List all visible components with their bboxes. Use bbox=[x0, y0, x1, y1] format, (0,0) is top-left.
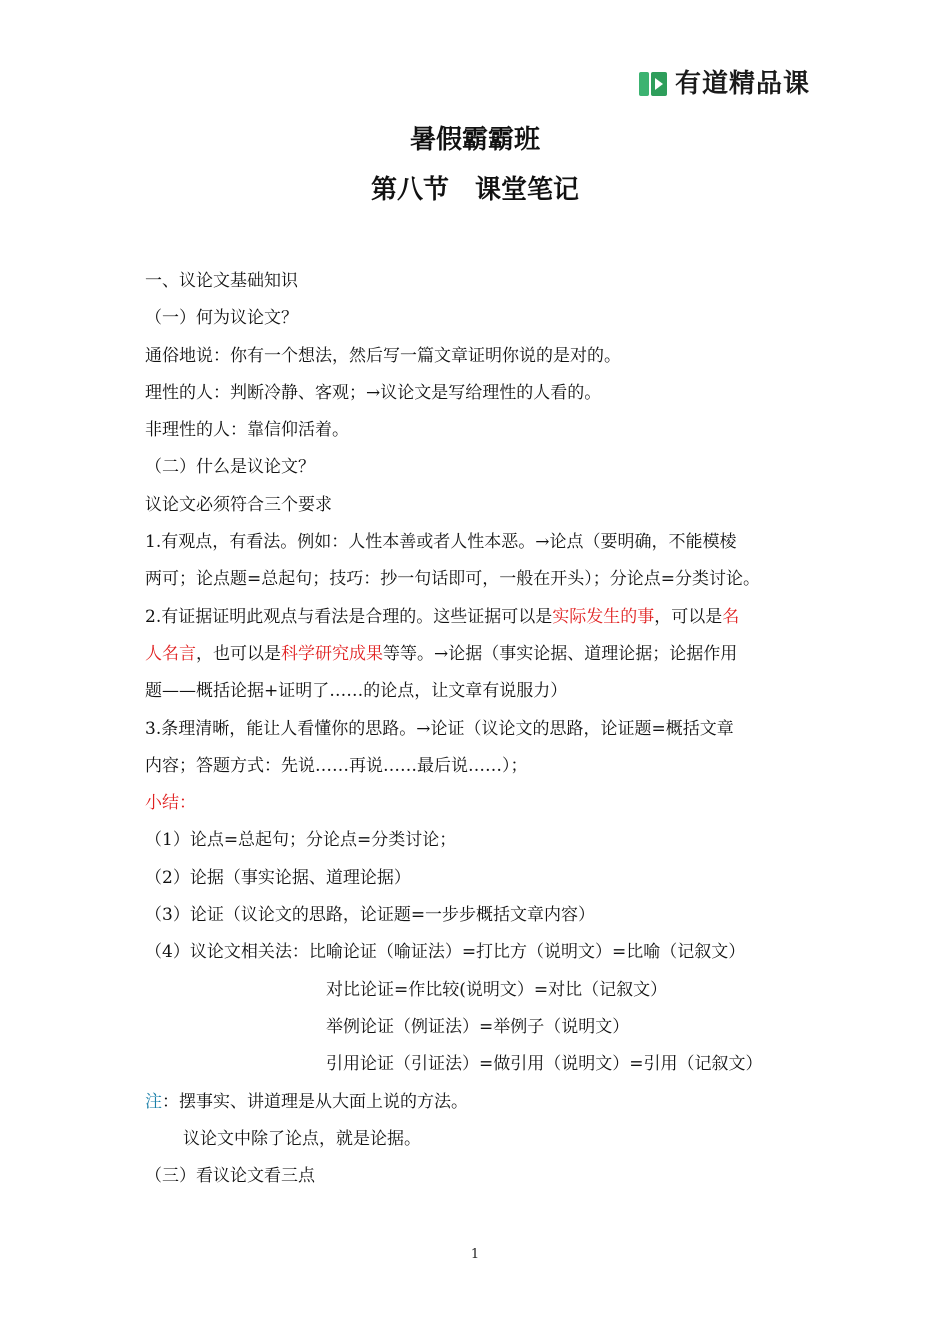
note-line: 理性的人：判断冷静、客观；→议论文是写给理性的人看的。 bbox=[145, 382, 602, 403]
note-line: 小结： bbox=[145, 793, 196, 814]
line-text: 2.有证据证明此观点与看法是合理的。这些证据可以是 bbox=[145, 606, 553, 627]
note-line: 一、议论文基础知识 bbox=[145, 271, 298, 291]
play-logo-icon bbox=[637, 68, 669, 100]
note-line: 两可；论点题=总起句；技巧：抄一句话即可，一般在开头）；分论点=分类讨论。 bbox=[145, 569, 760, 590]
line-text: ，也可以是 bbox=[196, 643, 281, 664]
highlight-text: 实际发生的事 bbox=[552, 606, 655, 627]
note-line: 引用论证（引证法）=做引用（说明文）=引用（记叙文） bbox=[326, 1054, 763, 1075]
line-text: 等等。→论据（事实论据、道理论据；论据作用 bbox=[383, 643, 738, 664]
note-line bbox=[145, 599, 810, 636]
note-line: 内容；答题方式：先说……再说……最后说……）； bbox=[145, 755, 528, 776]
page-number: 1 bbox=[470, 1247, 480, 1262]
note-line: （一）何为议论文？ bbox=[145, 308, 298, 329]
note-label: 注 bbox=[145, 1091, 162, 1112]
note-line: （2）论据（事实论据、道理论据） bbox=[145, 867, 411, 888]
note-line: （1）论点=总起句；分论点=分类讨论； bbox=[145, 830, 457, 851]
notes-body bbox=[145, 263, 810, 1195]
note-line bbox=[145, 1084, 810, 1121]
note-line bbox=[145, 636, 810, 673]
note-line: 举例论证（例证法）=举例子（说明文） bbox=[326, 1016, 630, 1037]
brand-logo bbox=[637, 66, 810, 102]
note-line: 对比论证=作比较(说明文）=对比（记叙文） bbox=[326, 979, 668, 1000]
note-line: （二）什么是议论文？ bbox=[145, 457, 315, 478]
highlight-text: 人名言 bbox=[145, 643, 196, 664]
page-subtitle: 第八节 课堂笔记 bbox=[370, 175, 579, 205]
note-line: 议论文中除了论点，就是论据。 bbox=[183, 1128, 421, 1149]
line-text: ：摆事实、讲道理是从大面上说的方法。 bbox=[162, 1091, 468, 1112]
line-text: ，可以是 bbox=[654, 606, 723, 627]
note-line: （三）看议论文看三点 bbox=[145, 1166, 315, 1187]
note-line: 议论文必须符合三个要求 bbox=[145, 494, 332, 515]
note-line: 题——概括论据+证明了……的论点，让文章有说服力） bbox=[145, 681, 568, 702]
highlight-text: 名 bbox=[722, 606, 740, 627]
note-line: 3.条理清晰，能让人看懂你的思路。→论证（议论文的思路，论证题=概括文章 bbox=[145, 718, 734, 739]
page-title: 暑假霸霸班 bbox=[409, 125, 540, 155]
highlight-text: 科学研究成果 bbox=[281, 643, 383, 664]
note-line: 1.有观点，有看法。例如：人性本善或者人性本恶。→论点（要明确，不能模棱 bbox=[145, 532, 737, 553]
note-line: （3）论证（议论文的思路，论证题=一步步概括文章内容） bbox=[145, 905, 596, 926]
note-line: 通俗地说：你有一个想法，然后写一篇文章证明你说的是对的。 bbox=[145, 345, 621, 366]
note-line: （4）议论文相关法：比喻论证（喻证法）=打比方（说明文）=比喻（记叙文） bbox=[145, 942, 746, 963]
brand-name: 有道精品课 bbox=[675, 69, 811, 99]
note-line: 非理性的人：靠信仰活着。 bbox=[145, 420, 349, 441]
